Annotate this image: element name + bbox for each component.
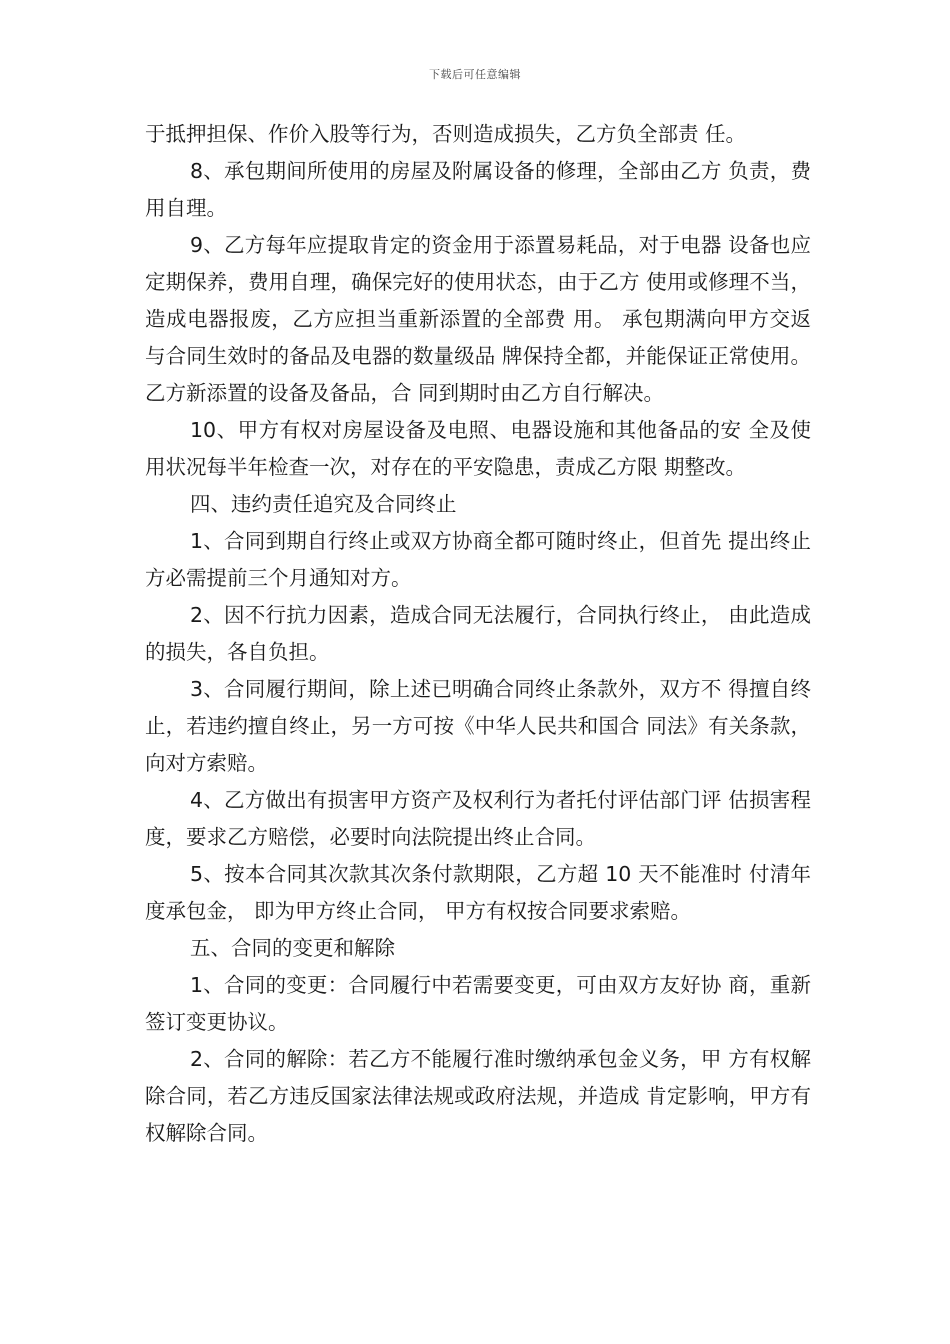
section-heading: 五、合同的变更和解除: [190, 936, 395, 960]
paragraph: 3、合同履行期间，除上述已明确合同终止条款外，双方不 得擅自终止，若违约擅自终止，另一方可按《中华人民共和国合 同法》有关条款，向对方索赔。: [145, 677, 811, 775]
page-header: 下载后可任意编辑: [429, 68, 521, 81]
section-heading: 四、违约责任追究及合同终止: [190, 492, 457, 516]
paragraph: 2、合同的解除：若乙方不能履行准时缴纳承包金义务，甲 方有权解除合同，若乙方违反国家法律法规或政府法规，并造成 肯定影响，甲方有权解除合同。: [145, 1047, 811, 1145]
paragraph: 5、按本合同其次款其次条付款期限，乙方超 10 天不能准时 付清年度承包金， 即为甲方终止合同， 甲方有权按合同要求索赔。: [145, 862, 811, 923]
paragraph: 2、因不行抗力因素，造成合同无法履行，合同执行终止， 由此造成的损失，各自负担。: [145, 603, 811, 664]
paragraph: 9、乙方每年应提取肯定的资金用于添置易耗品，对于电器 设备也应定期保养，费用自理，确保完好的使用状态，由于乙方 使用或修理不当，造成电器报废，乙方应担当重新添置的全部费 用。 承包期满向甲方交返与合同生效时的备品及电器的数量级品 牌保持全都，并能保证正常使用。乙方新添置的设备及备品，合 同到期时由乙方自行解决。: [145, 233, 811, 405]
paragraph: 1、合同的变更：合同履行中若需要变更，可由双方友好协 商，重新签订变更协议。: [145, 973, 811, 1034]
document-body: [145, 116, 811, 1152]
paragraph: 10、甲方有权对房屋设备及电照、电器设施和其他备品的安 全及使用状况每半年检查一次，对存在的平安隐患，责成乙方限 期整改。: [145, 418, 811, 479]
paragraph: 8、承包期间所使用的房屋及附属设备的修理，全部由乙方 负责，费用自理。: [145, 159, 811, 220]
paragraph: 4、乙方做出有损害甲方资产及权利行为者托付评估部门评 估损害程度，要求乙方赔偿，必要时向法院提出终止合同。: [145, 788, 811, 849]
paragraph: 于抵押担保、作价入股等行为，否则造成损失，乙方负全部责 任。: [145, 122, 747, 146]
paragraph: 1、合同到期自行终止或双方协商全都可随时终止，但首先 提出终止方必需提前三个月通知对方。: [145, 529, 811, 590]
